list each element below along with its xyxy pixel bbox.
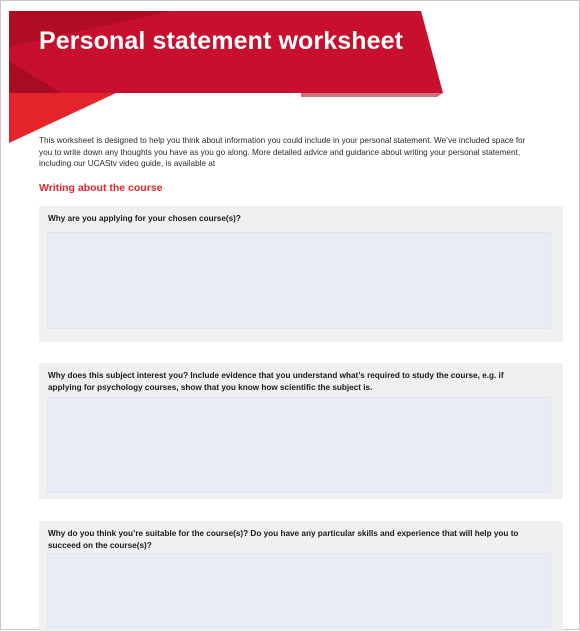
question-text-3: Why do you think you’re suitable for the course(s)? Do you have any particular skills and experience that will help you to succeed on the course(s)? bbox=[48, 529, 519, 550]
question-text-1: Why are you applying for your chosen course(s)? bbox=[48, 214, 241, 223]
section-heading: Writing about the course bbox=[39, 182, 163, 194]
answer-field-1[interactable] bbox=[47, 232, 551, 329]
answer-field-3[interactable] bbox=[47, 553, 551, 628]
intro-paragraph: This worksheet is designed to help you think about information you could include in your personal statement. We’ve included space for you to write down any thoughts you have as you go along. More detailed advice and guidance about writing your personal statement, including our UCAStv video guide, is available at bbox=[39, 136, 526, 168]
banner-shape-shadow bbox=[301, 93, 443, 97]
answer-field-2[interactable] bbox=[47, 397, 551, 493]
question-block-1 bbox=[39, 206, 563, 342]
question-block-3 bbox=[39, 521, 563, 631]
page-title: Personal statement worksheet bbox=[39, 27, 404, 55]
question-text-2: Why does this subject interest you? Include evidence that you understand what’s required to study the course, e.g. if applying for psychology courses, show that you know how scientific the subject is. bbox=[48, 371, 504, 392]
question-block-2 bbox=[39, 363, 563, 499]
